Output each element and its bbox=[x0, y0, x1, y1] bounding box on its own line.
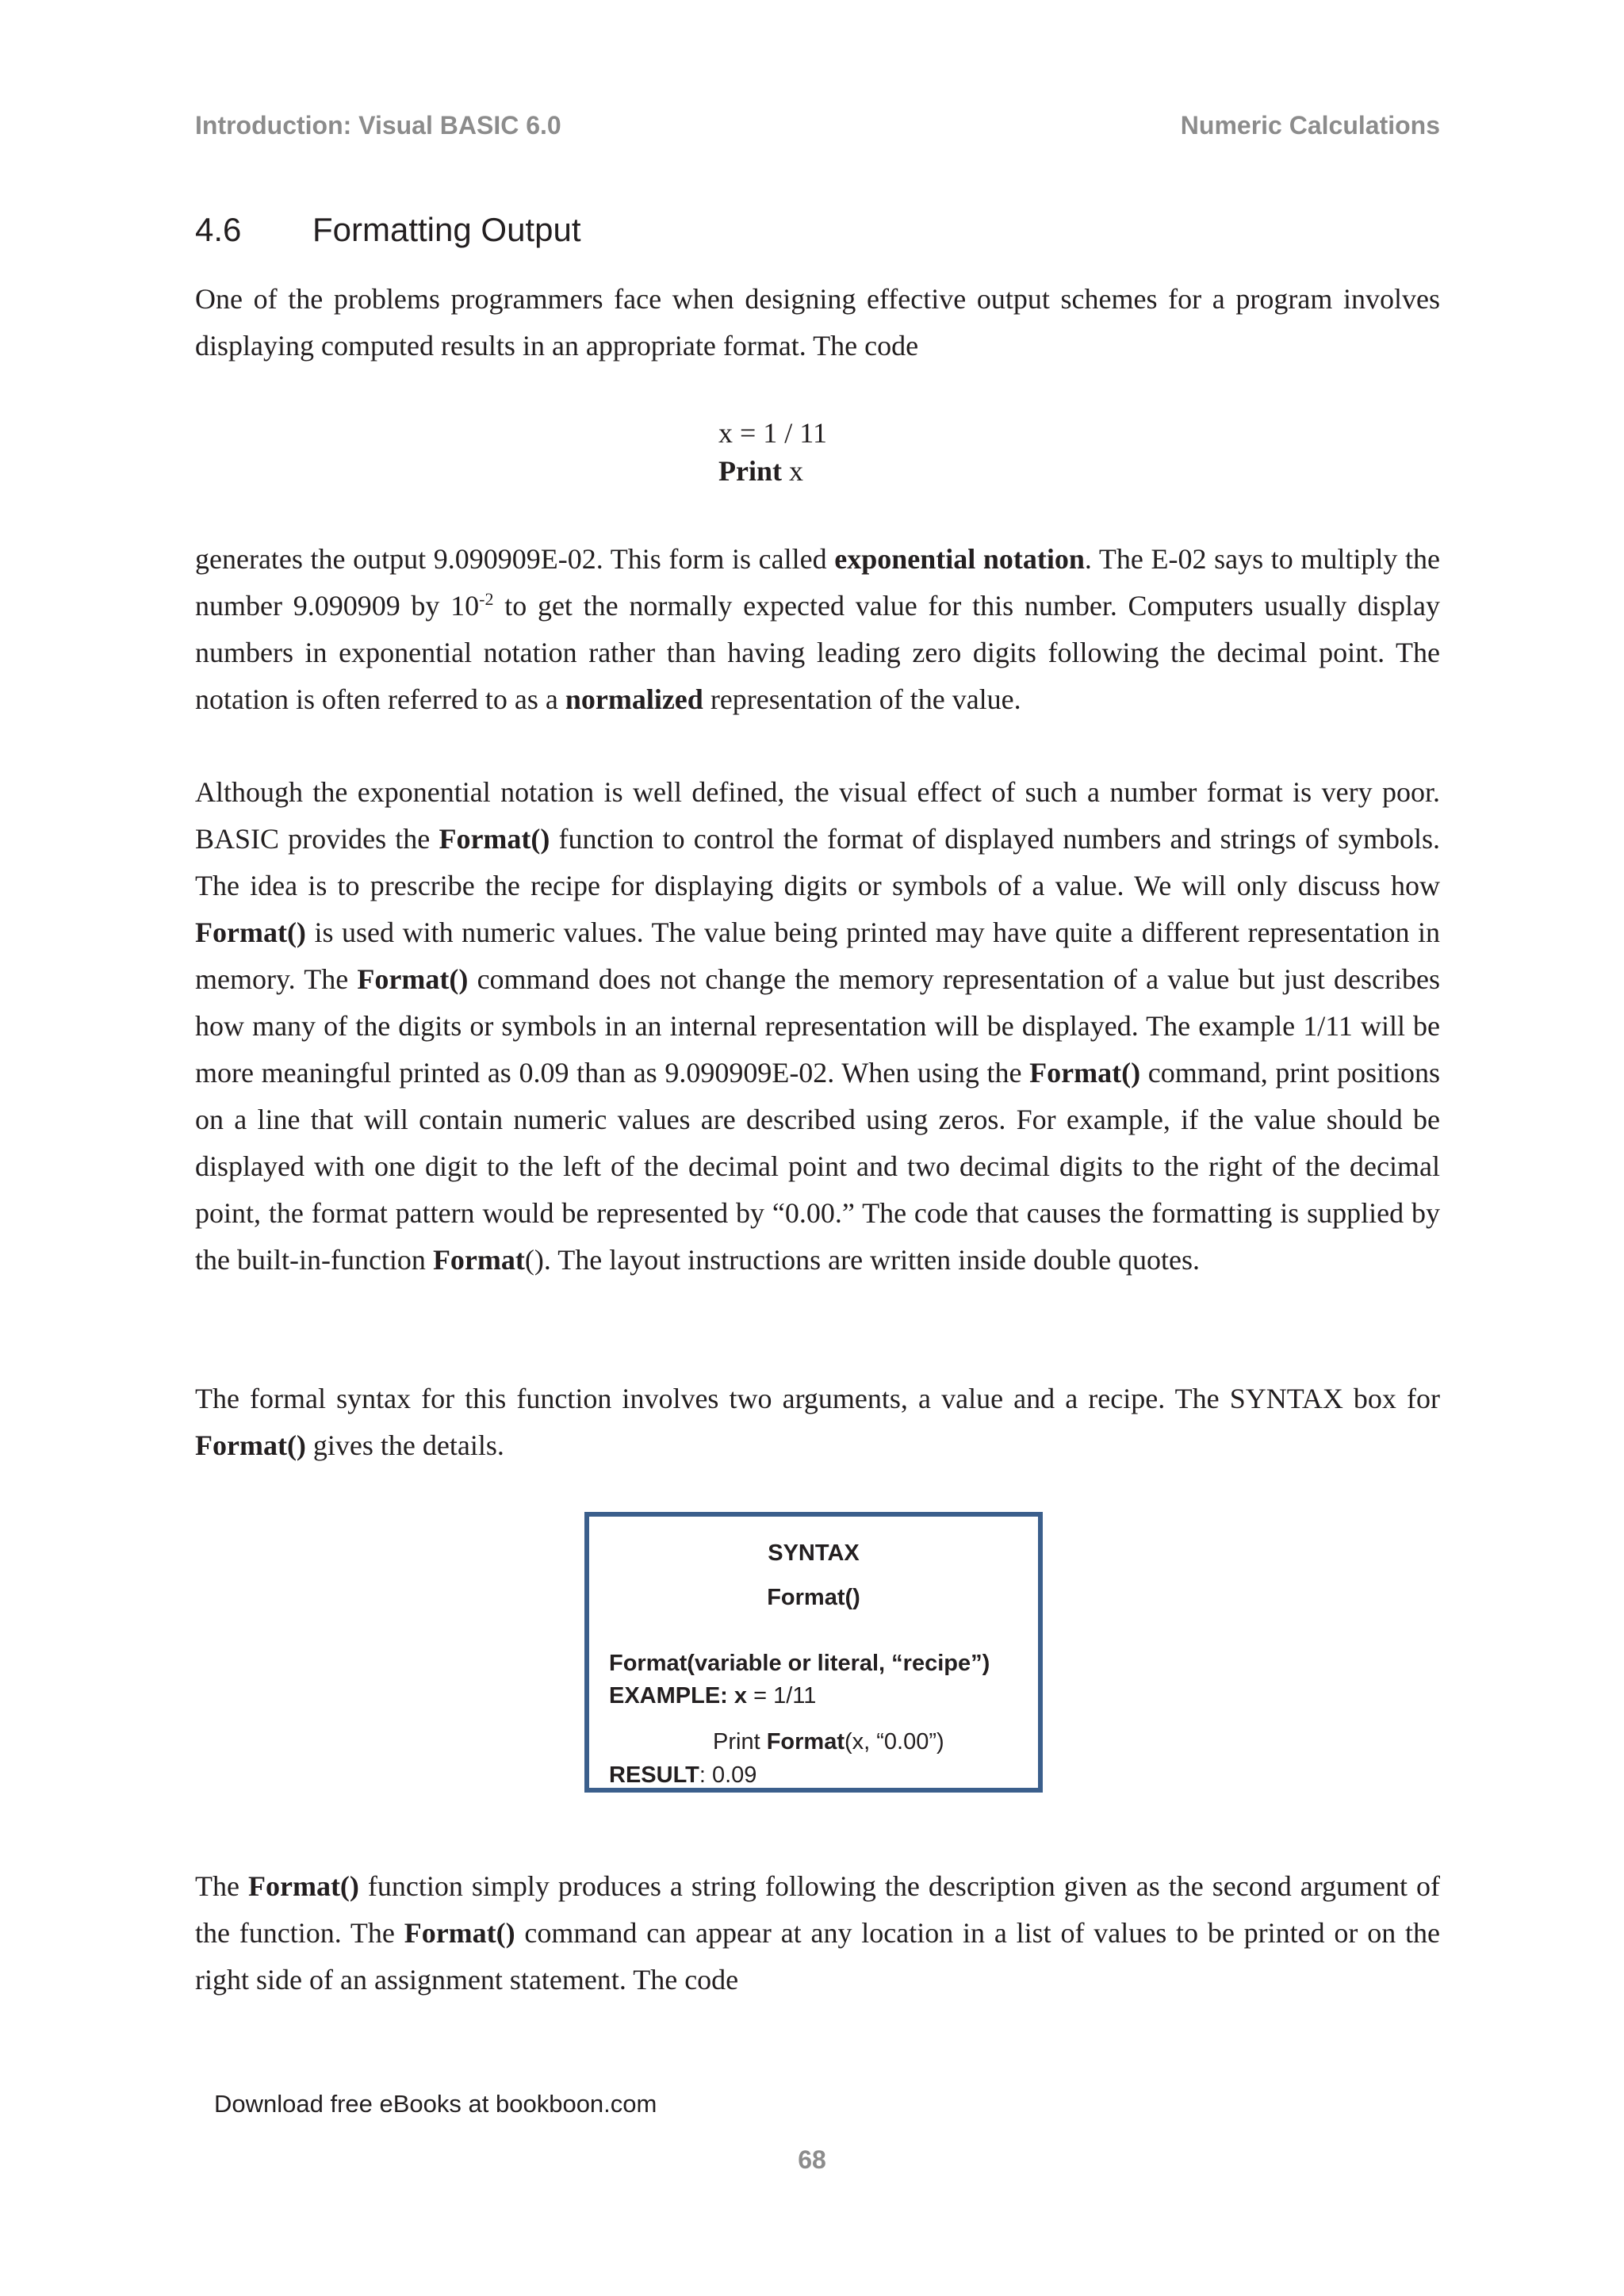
term-format: Format bbox=[432, 1244, 525, 1276]
format-function-paragraph bbox=[195, 769, 1440, 1284]
text-run: to get the normally expected value for this number. Computers usually display numbers in exponential notation rather than having leading zero digits following the decimal point. The notation is often referred to as a bbox=[195, 590, 1440, 715]
term-format: Format() bbox=[247, 1870, 359, 1902]
syntax-print-line bbox=[713, 1729, 944, 1755]
term-format: Format() bbox=[195, 1429, 306, 1461]
result-label: RESULT bbox=[609, 1762, 699, 1788]
text-run: Although the exponential notation is well defined, the visual effect of such a number format is very poor. BASIC provides the bbox=[195, 776, 1440, 855]
header-book-title: Introduction: Visual BASIC 6.0 bbox=[195, 111, 561, 140]
term-exponential-notation: exponential notation bbox=[834, 543, 1085, 575]
exponential-notation-paragraph bbox=[195, 536, 1440, 723]
running-header bbox=[195, 111, 1440, 151]
syntax-result bbox=[609, 1762, 756, 1789]
format-arguments: (x, “0.00”) bbox=[844, 1729, 944, 1755]
term-format: Format() bbox=[439, 823, 550, 855]
section-number: 4.6 bbox=[195, 211, 242, 248]
section-title: Formatting Output bbox=[312, 211, 581, 248]
format-string-paragraph bbox=[195, 1863, 1440, 2003]
print-word: Print bbox=[713, 1729, 767, 1755]
term-format: Format() bbox=[195, 916, 306, 948]
text-run: The bbox=[195, 1870, 248, 1902]
syntax-example bbox=[609, 1683, 816, 1709]
page-number: 68 bbox=[798, 2145, 826, 2174]
code-line-2-rest: x bbox=[781, 455, 803, 487]
term-format: Format() bbox=[404, 1917, 515, 1949]
intro-paragraph bbox=[195, 276, 1440, 369]
syntax-box bbox=[584, 1512, 1043, 1793]
text-run: command can appear at any location in a list of values to be printed or on the right side of an assignment statement. The code bbox=[195, 1917, 1440, 1996]
text-run: is used with numeric values. The value being printed may have quite a different representation in memory. The bbox=[195, 916, 1440, 995]
syntax-subheading: Format() bbox=[767, 1585, 860, 1610]
term-format: Format() bbox=[1029, 1057, 1141, 1089]
syntax-intro-paragraph bbox=[195, 1376, 1440, 1469]
syntax-heading: SYNTAX bbox=[768, 1540, 860, 1566]
example-value: = 1/11 bbox=[747, 1683, 817, 1709]
term-format: Format() bbox=[357, 963, 469, 995]
exponent-superscript: -2 bbox=[479, 589, 494, 609]
syntax-signature: Format(variable or literal, “recipe”) bbox=[609, 1651, 990, 1676]
text-run: The formal syntax for this function involves two arguments, a value and a recipe. The SYNTAX box for bbox=[195, 1383, 1440, 1414]
header-chapter-title: Numeric Calculations bbox=[1180, 111, 1440, 140]
code-line-2 bbox=[718, 452, 827, 490]
text-run: (). The layout instructions are written inside double quotes. bbox=[524, 1244, 1201, 1276]
result-value: : 0.09 bbox=[699, 1762, 757, 1788]
text-run: gives the details. bbox=[305, 1429, 504, 1461]
text-run: function to control the format of displayed numbers and strings of symbols. The idea is to prescribe the recipe for displaying digits or symbols of a value. We will only discuss how bbox=[195, 823, 1440, 901]
code-line-1: x = 1 / 11 bbox=[718, 417, 827, 449]
section-heading bbox=[195, 211, 580, 258]
text-run: command does not change the memory representation of a value but just describes how many of the digits or symbols in an internal representation will be displayed. The example 1/11 will be more meaningful printed as 0.09 than as 9.090909E-02. When using the bbox=[195, 963, 1440, 1089]
term-normalized: normalized bbox=[565, 683, 703, 715]
text-run: . The E-02 says to multiply the number 9.090909 by 10 bbox=[195, 543, 1440, 622]
intro-text: One of the problems programmers face when designing effective output schemes for a program involves displaying computed results in an appropriate format. The code bbox=[195, 283, 1440, 362]
text-run: generates the output 9.090909E-02. This form is called bbox=[195, 543, 835, 575]
text-run: command, print positions on a line that will contain numeric values are described using zeros. For example, if the value should be displayed with one digit to the left of the decimal point and two decimal digits to the right of the decimal point, the format pattern would be represented by “0.00.” The code that causes the formatting is supplied by the built-in-function bbox=[195, 1057, 1440, 1276]
text-run: function simply produces a string following the description given as the second argument of the function. The bbox=[195, 1870, 1441, 1949]
example-label: EXAMPLE: x bbox=[609, 1683, 748, 1709]
format-keyword: Format bbox=[766, 1729, 845, 1755]
text-run: representation of the value. bbox=[703, 683, 1021, 715]
code-example-1 bbox=[718, 414, 827, 490]
download-link[interactable]: Download free eBooks at bookboon.com bbox=[214, 2090, 657, 2118]
print-keyword: Print bbox=[718, 455, 782, 487]
